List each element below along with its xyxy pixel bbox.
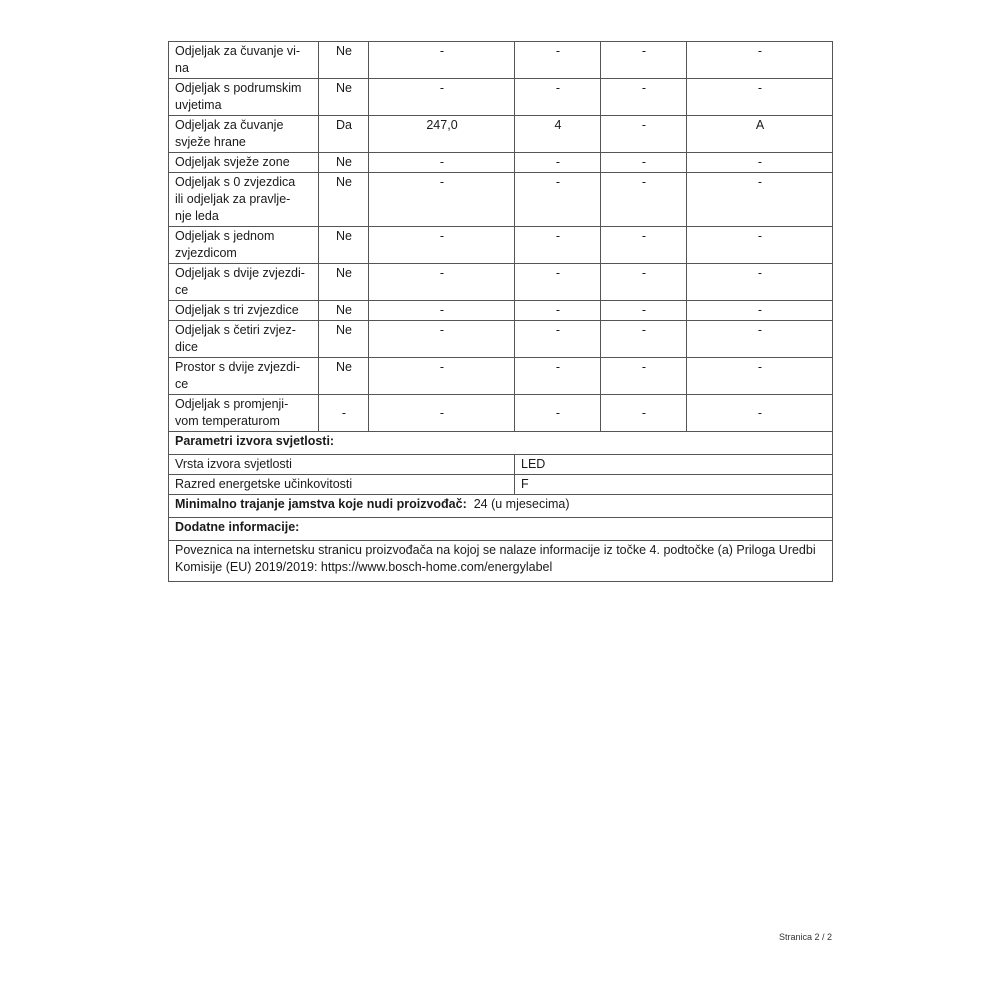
compartment-name: Odjeljak svježe zone <box>169 153 319 173</box>
compartment-name: Odjeljak s tri zvjezdice <box>169 301 319 321</box>
additional-info-text: Poveznica na internetsku stranicu proizvođača na kojoj se nalaze informacije iz točke 4. podtočke (a) Priloga Uredbi Komisije (EU) 2019/2019: https://www.bosch-home.com/energylabel <box>169 541 833 582</box>
compartment-volume: - <box>369 42 515 79</box>
compartment-temperature: - <box>515 153 601 173</box>
compartment-defrost-type: - <box>687 301 833 321</box>
compartment-name: Odjeljak s dvije zvjezdi- ce <box>169 264 319 301</box>
compartment-present: Ne <box>319 227 369 264</box>
compartment-defrost-type: - <box>687 395 833 432</box>
compartment-freezing-capacity: - <box>601 79 687 116</box>
compartment-row <box>169 173 833 227</box>
warranty-value: 24 (u mjesecima) <box>473 497 570 511</box>
compartment-defrost-type: - <box>687 358 833 395</box>
light-source-heading-row <box>169 432 833 455</box>
additional-info-heading-row <box>169 518 833 541</box>
compartment-freezing-capacity: - <box>601 173 687 227</box>
compartment-row <box>169 153 833 173</box>
compartment-temperature: - <box>515 264 601 301</box>
compartment-freezing-capacity: - <box>601 116 687 153</box>
compartment-defrost-type: - <box>687 321 833 358</box>
compartment-freezing-capacity: - <box>601 321 687 358</box>
compartment-volume: - <box>369 301 515 321</box>
compartment-present: Ne <box>319 153 369 173</box>
compartment-freezing-capacity: - <box>601 227 687 264</box>
light-source-row <box>169 455 833 475</box>
compartment-name: Prostor s dvije zvjezdi- ce <box>169 358 319 395</box>
compartment-freezing-capacity: - <box>601 358 687 395</box>
compartment-temperature: - <box>515 173 601 227</box>
compartment-temperature: - <box>515 301 601 321</box>
compartment-present: Ne <box>319 79 369 116</box>
compartment-row <box>169 227 833 264</box>
compartment-temperature: - <box>515 358 601 395</box>
compartment-name: Odjeljak s jednom zvjezdicom <box>169 227 319 264</box>
compartment-row <box>169 395 833 432</box>
compartment-present: Ne <box>319 321 369 358</box>
compartment-freezing-capacity: - <box>601 153 687 173</box>
compartment-defrost-type: - <box>687 264 833 301</box>
warranty-label: Minimalno trajanje jamstva koje nudi proizvođač: <box>175 497 467 511</box>
compartment-defrost-type: - <box>687 153 833 173</box>
compartment-present: Ne <box>319 358 369 395</box>
light-source-value: F <box>515 475 833 495</box>
compartment-name: Odjeljak s promjenji- vom temperaturom <box>169 395 319 432</box>
compartment-volume: - <box>369 173 515 227</box>
compartment-temperature: - <box>515 79 601 116</box>
compartment-row <box>169 358 833 395</box>
compartment-present: Ne <box>319 264 369 301</box>
compartment-name: Odjeljak s 0 zvjezdica ili odjeljak za pravlje- nje leda <box>169 173 319 227</box>
compartment-row <box>169 42 833 79</box>
compartment-defrost-type: - <box>687 173 833 227</box>
compartment-present: - <box>319 395 369 432</box>
compartment-defrost-type: - <box>687 227 833 264</box>
compartment-row <box>169 79 833 116</box>
compartment-volume: - <box>369 153 515 173</box>
compartment-defrost-type: - <box>687 79 833 116</box>
compartment-name: Odjeljak s četiri zvjez- dice <box>169 321 319 358</box>
compartment-temperature: - <box>515 227 601 264</box>
warranty-cell <box>169 495 833 518</box>
compartment-volume: - <box>369 358 515 395</box>
compartment-name: Odjeljak za čuvanje vi- na <box>169 42 319 79</box>
compartment-volume: 247,0 <box>369 116 515 153</box>
compartment-defrost-type: - <box>687 42 833 79</box>
page-number: Stranica 2 / 2 <box>778 932 832 942</box>
compartment-present: Ne <box>319 301 369 321</box>
product-information-table <box>168 41 833 582</box>
compartment-temperature: - <box>515 321 601 358</box>
compartment-present: Da <box>319 116 369 153</box>
compartment-row <box>169 321 833 358</box>
compartment-defrost-type: A <box>687 116 833 153</box>
compartment-present: Ne <box>319 42 369 79</box>
light-source-label: Vrsta izvora svjetlosti <box>169 455 515 475</box>
warranty-row <box>169 495 833 518</box>
compartment-volume: - <box>369 395 515 432</box>
light-source-heading: Parametri izvora svjetlosti: <box>169 432 833 455</box>
compartment-freezing-capacity: - <box>601 395 687 432</box>
additional-info-heading: Dodatne informacije: <box>169 518 833 541</box>
compartment-volume: - <box>369 264 515 301</box>
compartment-volume: - <box>369 79 515 116</box>
additional-info-row <box>169 541 833 582</box>
light-source-value: LED <box>515 455 833 475</box>
compartment-temperature: - <box>515 395 601 432</box>
compartment-temperature: - <box>515 42 601 79</box>
light-source-row <box>169 475 833 495</box>
compartment-name: Odjeljak za čuvanje svježe hrane <box>169 116 319 153</box>
compartment-volume: - <box>369 227 515 264</box>
compartment-row <box>169 116 833 153</box>
compartment-present: Ne <box>319 173 369 227</box>
light-source-label: Razred energetske učinkovitosti <box>169 475 515 495</box>
compartment-temperature: 4 <box>515 116 601 153</box>
compartment-row <box>169 264 833 301</box>
compartment-freezing-capacity: - <box>601 42 687 79</box>
compartment-name: Odjeljak s podrumskim uvjetima <box>169 79 319 116</box>
compartment-freezing-capacity: - <box>601 264 687 301</box>
compartment-freezing-capacity: - <box>601 301 687 321</box>
compartment-row <box>169 301 833 321</box>
compartment-volume: - <box>369 321 515 358</box>
